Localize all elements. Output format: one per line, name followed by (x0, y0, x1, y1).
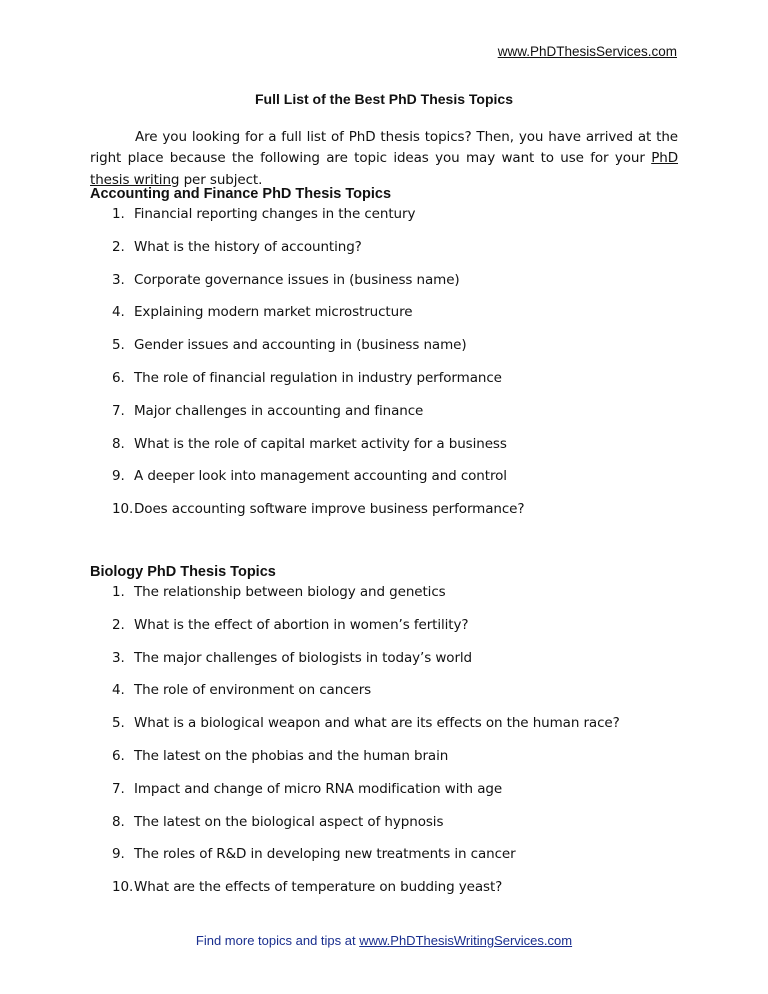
item-number: 3. (112, 271, 125, 288)
item-number: 7. (112, 402, 125, 419)
list-item (112, 369, 524, 402)
item-number: 5. (112, 715, 125, 732)
item-number: 3. (112, 649, 125, 666)
footer-text: Find more topics and tips at (195, 933, 360, 948)
item-text: Corporate governance issues in (business name) (134, 271, 460, 288)
footer (0, 933, 768, 948)
item-text: What is the history of accounting? (134, 238, 362, 255)
item-text: The role of financial regulation in industry performance (134, 369, 502, 386)
item-number: 10. (112, 879, 134, 896)
item-text: Explaining modern market microstructure (134, 304, 413, 321)
header-website-link[interactable]: www.PhDThesisServices.com (497, 44, 677, 59)
list-item (112, 336, 524, 369)
item-number: 1. (112, 584, 125, 600)
item-text: What are the effects of temperature on budding yeast? (134, 879, 503, 896)
accounting-topic-list (112, 205, 524, 533)
list-item (112, 813, 620, 846)
list-item (112, 205, 524, 238)
item-number: 2. (112, 616, 125, 633)
footer-website-link[interactable]: www.PhDThesisWritingServices.com (359, 933, 573, 948)
list-item (112, 402, 524, 435)
item-text: Gender issues and accounting in (business name) (134, 337, 467, 354)
list-item (112, 714, 620, 747)
list-item (112, 303, 524, 336)
item-number: 10. (112, 501, 134, 518)
item-number: 2. (112, 238, 125, 255)
item-number: 6. (112, 369, 125, 386)
item-number: 1. (112, 206, 125, 222)
item-number: 9. (112, 468, 125, 485)
list-item (112, 238, 524, 271)
section-title-accounting: Accounting and Finance PhD Thesis Topics (90, 186, 392, 202)
list-item (112, 845, 620, 878)
section-title-biology: Biology PhD Thesis Topics (90, 564, 276, 580)
item-text: The major challenges of biologists in today’s world (134, 649, 473, 666)
list-item (112, 878, 620, 911)
item-text: What is the effect of abortion in women’s fertility? (134, 616, 469, 633)
list-item (112, 747, 620, 780)
list-item (112, 583, 620, 616)
item-number: 7. (112, 780, 125, 797)
item-text: The roles of R&D in developing new treatments in cancer (134, 846, 516, 863)
document-title: Full List of the Best PhD Thesis Topics (255, 91, 513, 107)
list-item (112, 435, 524, 468)
item-text: Impact and change of micro RNA modification with age (134, 780, 503, 797)
item-text: The latest on the biological aspect of hypnosis (134, 813, 444, 830)
list-item (112, 780, 620, 813)
item-number: 8. (112, 435, 125, 452)
item-text: A deeper look into management accounting and control (134, 468, 507, 485)
item-number: 4. (112, 682, 125, 699)
item-text: The latest on the phobias and the human brain (134, 747, 449, 764)
item-text: What is the role of capital market activity for a business (134, 435, 507, 452)
intro-paragraph (90, 127, 678, 192)
item-number: 9. (112, 846, 125, 863)
intro-text: Are you looking for a full list of PhD thesis topics? Then, you have arrived at the right place because the following are topic ideas you may want to use for your (90, 128, 678, 166)
list-item (112, 271, 524, 304)
list-item (112, 681, 620, 714)
list-item (112, 616, 620, 649)
intro-end-text: per subject. (179, 171, 263, 188)
phd-thesis-writing-link[interactable]: PhD thesis writing (90, 150, 678, 188)
item-text: Major challenges in accounting and finance (134, 402, 424, 419)
biology-topic-list (112, 583, 620, 911)
item-number: 8. (112, 813, 125, 830)
item-text: What is a biological weapon and what are its effects on the human race? (134, 715, 620, 732)
list-item (112, 500, 524, 533)
item-text: The relationship between biology and genetics (134, 584, 446, 600)
item-text: Does accounting software improve business performance? (134, 501, 525, 518)
item-number: 6. (112, 747, 125, 764)
item-text: Financial reporting changes in the century (134, 206, 416, 222)
list-item (112, 649, 620, 682)
list-item (112, 467, 524, 500)
item-number: 4. (112, 304, 125, 321)
item-number: 5. (112, 337, 125, 354)
item-text: The role of environment on cancers (134, 682, 372, 699)
